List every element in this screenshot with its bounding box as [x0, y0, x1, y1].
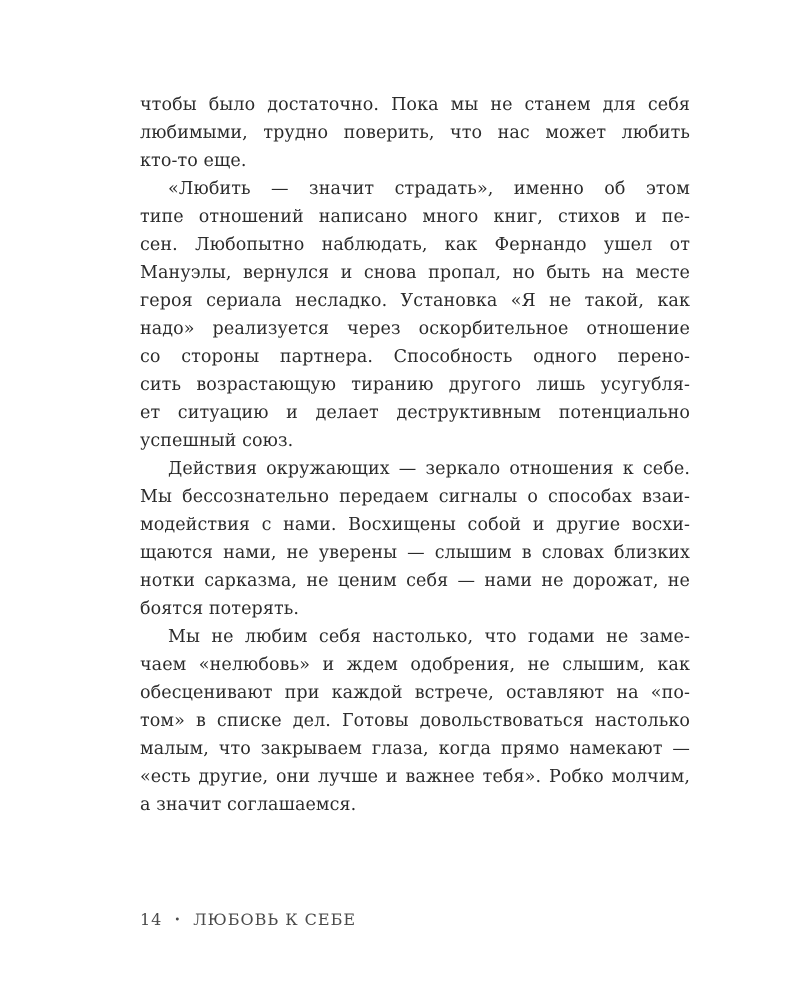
text-line: Мы бессознательно передаем сигналы о способах взаи- [140, 487, 690, 507]
text-line: любимыми, трудно поверить, что нас может любить [140, 123, 690, 143]
text-line: малым, что закрываем глаза, когда прямо намекают — [140, 739, 690, 759]
text-line: Действия окружающих — зеркало отношения к себе. [168, 459, 690, 479]
running-title: ЛЮБОВЬ К СЕБЕ [193, 910, 357, 929]
paragraph [140, 623, 690, 819]
text-line: а значит соглашаемся. [140, 795, 357, 815]
text-line: чтобы было достаточно. Пока мы не станем для себя [140, 95, 690, 115]
text-line: надо» реализуется через оскорбительное отношение [140, 319, 690, 339]
text-line: обесценивают при каждой встрече, оставляют на «по- [140, 683, 690, 703]
text-line: чаем «нелюбовь» и ждем одобрения, не слышим, как [140, 655, 690, 675]
text-line: героя сериала несладко. Установка «Я не такой, как [140, 291, 690, 311]
page-number: 14 [140, 910, 163, 929]
paragraph [140, 175, 690, 455]
text-line: модействия с нами. Восхищены собой и другие восхи- [140, 515, 690, 535]
page-footer [140, 910, 356, 929]
text-line: «Любить — значит страдать», именно об этом [168, 179, 690, 199]
text-line: нотки сарказма, не ценим себя — нами не дорожат, не [140, 571, 690, 591]
text-line: со стороны партнера. Способность одного перено- [140, 347, 690, 367]
text-line: «есть другие, они лучше и важнее тебя». Робко молчим, [140, 767, 690, 787]
text-line: Мануэлы, вернулся и снова пропал, но быть на месте [140, 263, 690, 283]
text-line: сить возрастающую тиранию другого лишь усугубля- [140, 375, 690, 395]
text-line: том» в списке дел. Готовы довольствоваться настолько [140, 711, 690, 731]
body-text [140, 91, 690, 819]
text-line: ет ситуацию и делает деструктивным потенциально [140, 403, 690, 423]
text-line: сен. Любопытно наблюдать, как Фернандо ушел от [140, 235, 690, 255]
paragraph [140, 91, 690, 175]
text-line: типе отношений написано много книг, стихов и пе- [140, 207, 690, 227]
text-line: кто-то еще. [140, 151, 247, 171]
text-line: успешный союз. [140, 431, 294, 451]
bullet-separator: • [174, 915, 182, 926]
text-line: щаются нами, не уверены — слышим в словах близких [140, 543, 690, 563]
paragraph [140, 455, 690, 623]
text-line: боятся потерять. [140, 599, 300, 619]
text-line: Мы не любим себя настолько, что годами не заме- [168, 627, 690, 647]
